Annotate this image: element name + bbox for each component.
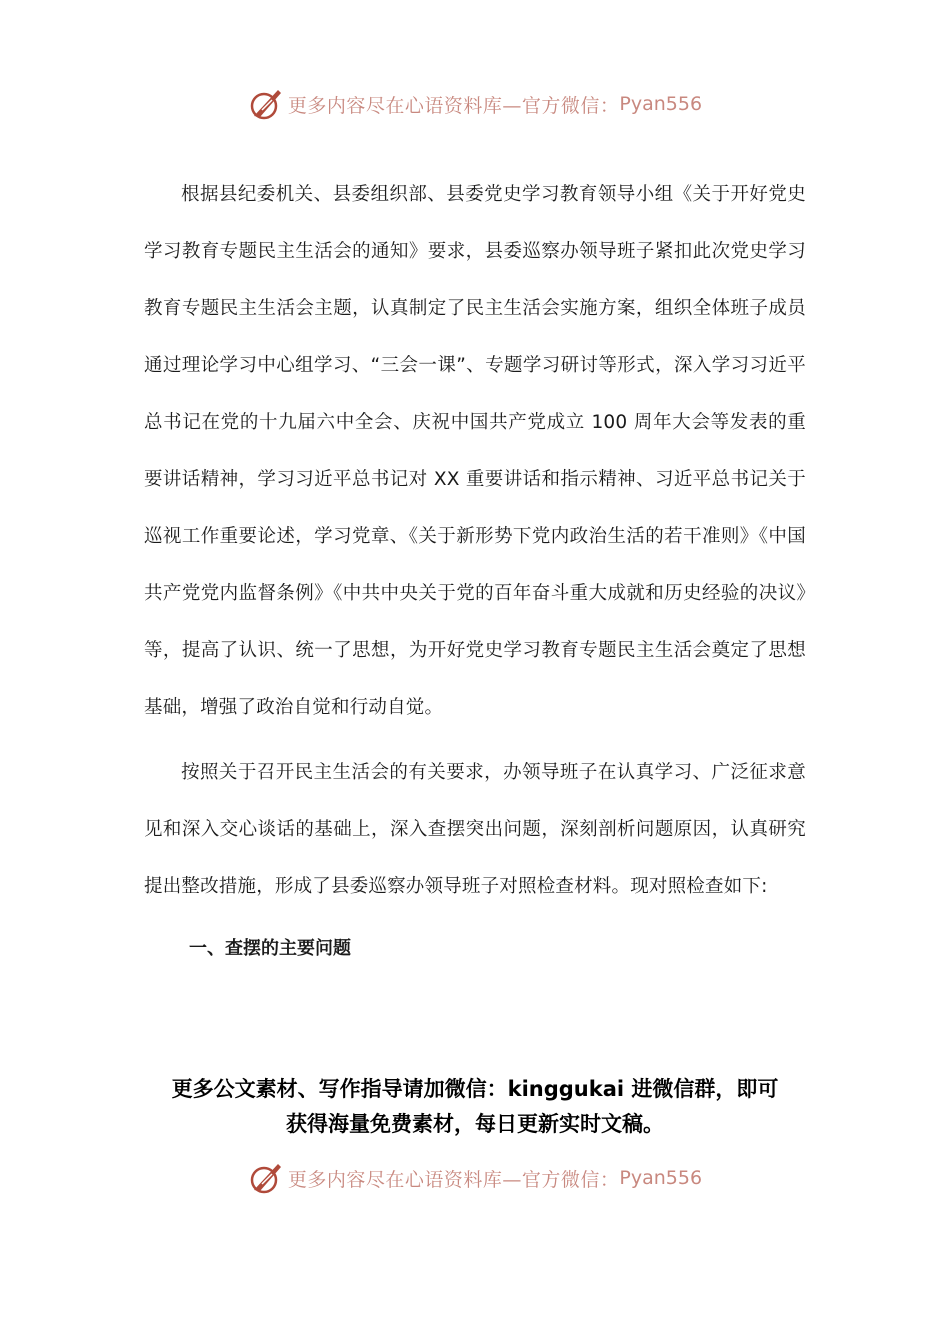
promo-line-2: 获得海量免费素材，每日更新实时文稿。 [286,1112,664,1136]
footer-banner [0,1158,950,1198]
promo-notice [100,1072,850,1142]
section-heading-1: 一、查摆的主要问题 [189,938,351,959]
banner-text: 更多内容尽在心语资料库—官方微信： [287,1168,620,1191]
banner-wechat-id: Pyan556 [619,93,703,115]
banner-text: 更多内容尽在心语资料库—官方微信： [287,94,620,117]
quill-logo-icon [248,86,284,122]
header-banner [0,84,950,124]
quill-logo-icon [248,1160,284,1196]
paragraph-2: 按照关于召开民主生活会的有关要求，办领导班子在认真学习、广泛征求意见和深入交心谈话的基础上，深入查摆突出问题，深刻剖析问题原因，认真研究提出整改措施，形成了县委巡察办领导班子对照检查材料。现对照检查如下: [144,762,806,897]
paragraph-1: 根据县纪委机关、县委组织部、县委党史学习教育领导小组《关于开好党史学习教育专题民主生活会的通知》要求，县委巡察办领导班子紧扣此次党史学习教育专题民主生活会主题，认真制定了民主生活会实施方案，组织全体班子成员通过理论学习中心组学习、“三会一课”、专题学习研讨等形式，深入学习习近平总书记在党的十九届六中全会、庆祝中国共产党成立 100 周年大会等发表的重要讲话精神，学习习近平总书记对 XX 重要讲话和指示精神、习近平总书记关于巡视工作重要论述，学习党章、《关于新形势下党内政治生活的若干准则》《中国共产党党内监督条例》《中共中央关于党的百年奋斗重大成就和历史经验的决议》等，提高了认识、统一了思想，为开好党史学习教育专题民主生活会奠定了思想基础，增强了政治自觉和行动自觉。 [144,184,806,718]
banner-wechat-id: Pyan556 [619,1167,703,1189]
document-body [144,166,806,969]
promo-line-1: 更多公文素材、写作指导请加微信：kinggukai 进微信群，即可 [171,1077,779,1101]
